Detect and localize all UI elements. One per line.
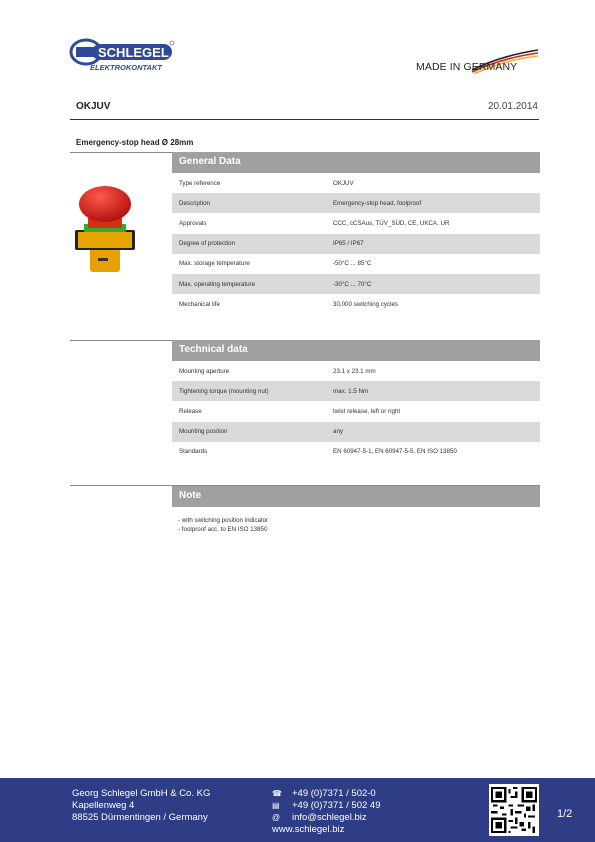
row-value: Emergency-stop head, foolproof xyxy=(333,199,422,207)
city: 88525 Dürmentingen / Germany xyxy=(72,812,208,823)
email-icon: @ xyxy=(272,813,281,822)
qr-code-icon[interactable] xyxy=(489,784,539,836)
technical-data-section xyxy=(172,340,540,462)
row-key: Approvals xyxy=(179,219,207,227)
footer-contact xyxy=(272,788,380,836)
row-key: Standards xyxy=(179,448,208,456)
table-row xyxy=(172,361,540,381)
row-key: Degree of protection xyxy=(179,240,236,248)
footer-address xyxy=(72,788,210,824)
street: Kapellenweg 4 xyxy=(72,800,135,811)
row-value: -30°C ... 70°C xyxy=(333,280,372,288)
table-row xyxy=(172,234,540,254)
row-value: IP65 / IP67 xyxy=(333,240,364,248)
table-row xyxy=(172,401,540,421)
schlegel-logo xyxy=(68,38,176,74)
website-link[interactable]: www.schlegel.biz xyxy=(272,824,345,835)
made-in-germany: MADE IN GERMANY xyxy=(416,61,518,73)
note-line: - foolproof acc. to EN ISO 13850 xyxy=(178,526,268,533)
general-data-header: General Data xyxy=(172,152,540,173)
table-row xyxy=(172,381,540,401)
fax-number: +49 (0)7371 / 502 49 xyxy=(292,800,381,811)
footer xyxy=(0,778,595,842)
general-data-section xyxy=(172,152,540,314)
company-name: Georg Schlegel GmbH & Co. KG xyxy=(72,788,211,799)
table-row xyxy=(172,213,540,233)
email-link[interactable]: info@schlegel.biz xyxy=(292,812,367,823)
row-key: Max. storage temperature xyxy=(179,260,250,268)
table-row xyxy=(172,442,540,462)
row-key: Tightening torque (mounting nut) xyxy=(179,387,269,395)
document-date: 20.01.2014 xyxy=(487,101,538,112)
row-key: Release xyxy=(179,407,202,415)
row-key: Description xyxy=(179,199,210,207)
phone-number[interactable]: +49 (0)7371 / 502-0 xyxy=(292,788,376,799)
row-value: 23.1 x 23.1 mm xyxy=(333,367,376,375)
row-value: twist release, left or right xyxy=(333,407,401,415)
product-image xyxy=(70,180,140,276)
logo-text: SCHLEGEL xyxy=(98,45,169,60)
phone-icon: ☎ xyxy=(272,789,282,798)
document-code: OKJUV xyxy=(76,101,111,112)
fax-icon: ▤ xyxy=(272,801,280,810)
table-row xyxy=(172,193,540,213)
note-header: Note xyxy=(172,486,540,507)
row-value: EN 60947-5-1, EN 60947-5-5, EN ISO 13850 xyxy=(333,448,457,456)
row-value: CCC, cCSAus, TÜV_SÜD, CE, UKCA, UR xyxy=(333,219,450,227)
table-row xyxy=(172,294,540,314)
row-value: -50°C ... 85°C xyxy=(333,260,372,268)
page-number: 1/2 xyxy=(557,808,573,820)
row-value: max. 1.5 Nm xyxy=(333,387,369,395)
table-row xyxy=(172,173,540,193)
row-key: Mounting aperture xyxy=(179,367,230,375)
header-rule xyxy=(70,119,539,120)
product-title: Emergency-stop head Ø 28mm xyxy=(76,138,194,147)
note-section xyxy=(172,486,540,507)
table-row xyxy=(172,254,540,274)
row-value: OKJUV xyxy=(333,179,354,187)
row-key: Mounting position xyxy=(179,428,228,436)
technical-data-header: Technical data xyxy=(172,340,540,361)
row-key: Type reference xyxy=(179,179,221,187)
note-line: - with switching position indicator xyxy=(178,517,269,524)
row-key: Mechanical life xyxy=(179,300,220,308)
table-row xyxy=(172,274,540,294)
note-text xyxy=(178,516,268,534)
logo-subtext: ELEKTROKONTAKT xyxy=(90,63,162,72)
row-key: Max. operating temperature xyxy=(179,280,256,288)
table-row xyxy=(172,422,540,442)
row-value: any xyxy=(333,428,343,436)
row-value: 30,000 switching cycles xyxy=(333,300,399,308)
